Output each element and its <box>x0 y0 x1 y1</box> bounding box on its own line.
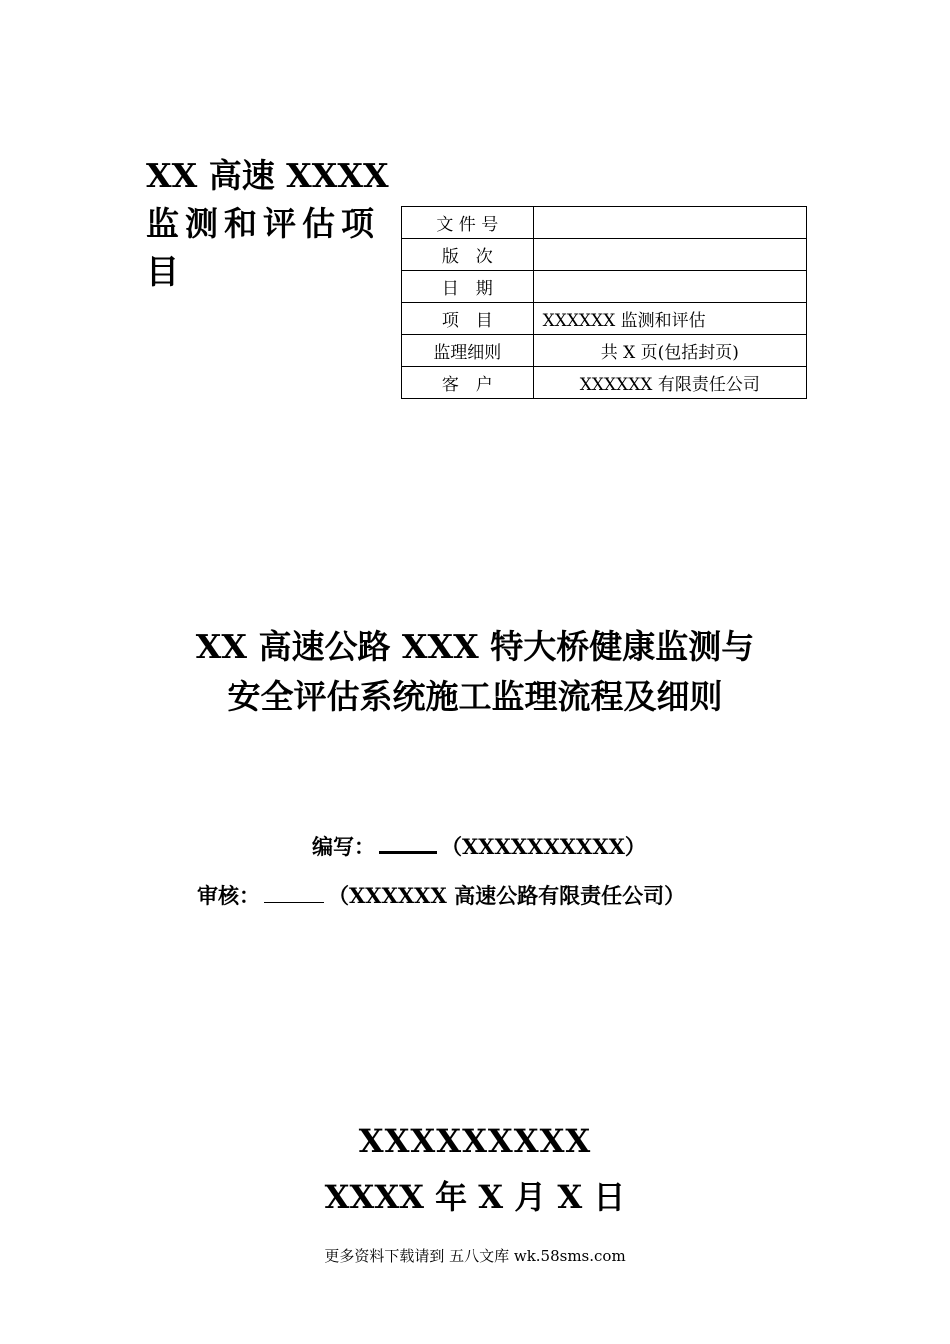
organization-name: XXXXXXXXX <box>358 1122 592 1160</box>
project-value: XXXXXX 监测和评估 <box>533 303 806 335</box>
table-row <box>402 335 807 367</box>
table-row <box>402 367 807 399</box>
author-org: （XXXXXXXXXX） <box>441 834 646 859</box>
project-label: 项 目 <box>402 303 534 335</box>
table-row <box>402 271 807 303</box>
reviewer-org: （XXXXXX 高速公路有限责任公司） <box>328 883 686 908</box>
table-row <box>402 239 807 271</box>
date-label: 日 期 <box>402 271 534 303</box>
footer-note: 更多资料下载请到 五八文库 wk.58sms.com <box>324 1247 626 1265</box>
document-date: XXXX 年 X 月 X 日 <box>324 1178 626 1216</box>
reviewer-label: 审核： <box>197 883 260 908</box>
table-row <box>402 303 807 335</box>
version-value <box>533 239 806 271</box>
header-title-line2: 监测和评估项 <box>146 204 380 243</box>
header-title-line3: 目 <box>146 252 179 291</box>
main-title-line1: XX 高速公路 XXX 特大桥健康监测与 <box>195 627 755 666</box>
supervision-rules-label: 监理细则 <box>402 335 534 367</box>
supervision-rules-value: 共 X 页(包括封页) <box>533 335 806 367</box>
reviewer-signature-blank <box>264 900 324 903</box>
header-title-line1: XX 高速 XXXX <box>146 156 389 195</box>
client-value: XXXXXX 有限责任公司 <box>533 367 806 399</box>
main-title <box>0 622 950 722</box>
table-row <box>402 207 807 239</box>
document-info-table <box>401 206 807 399</box>
main-title-line2: 安全评估系统施工监理流程及细则 <box>227 677 723 716</box>
header-title <box>146 152 391 296</box>
file-number-value <box>533 207 806 239</box>
file-number-label: 文 件 号 <box>402 207 534 239</box>
reviewer-row <box>197 880 685 910</box>
date-value <box>533 271 806 303</box>
client-label: 客 户 <box>402 367 534 399</box>
version-label: 版 次 <box>402 239 534 271</box>
author-row <box>312 831 646 861</box>
author-signature-blank <box>379 849 437 854</box>
author-label: 编写： <box>312 834 375 859</box>
